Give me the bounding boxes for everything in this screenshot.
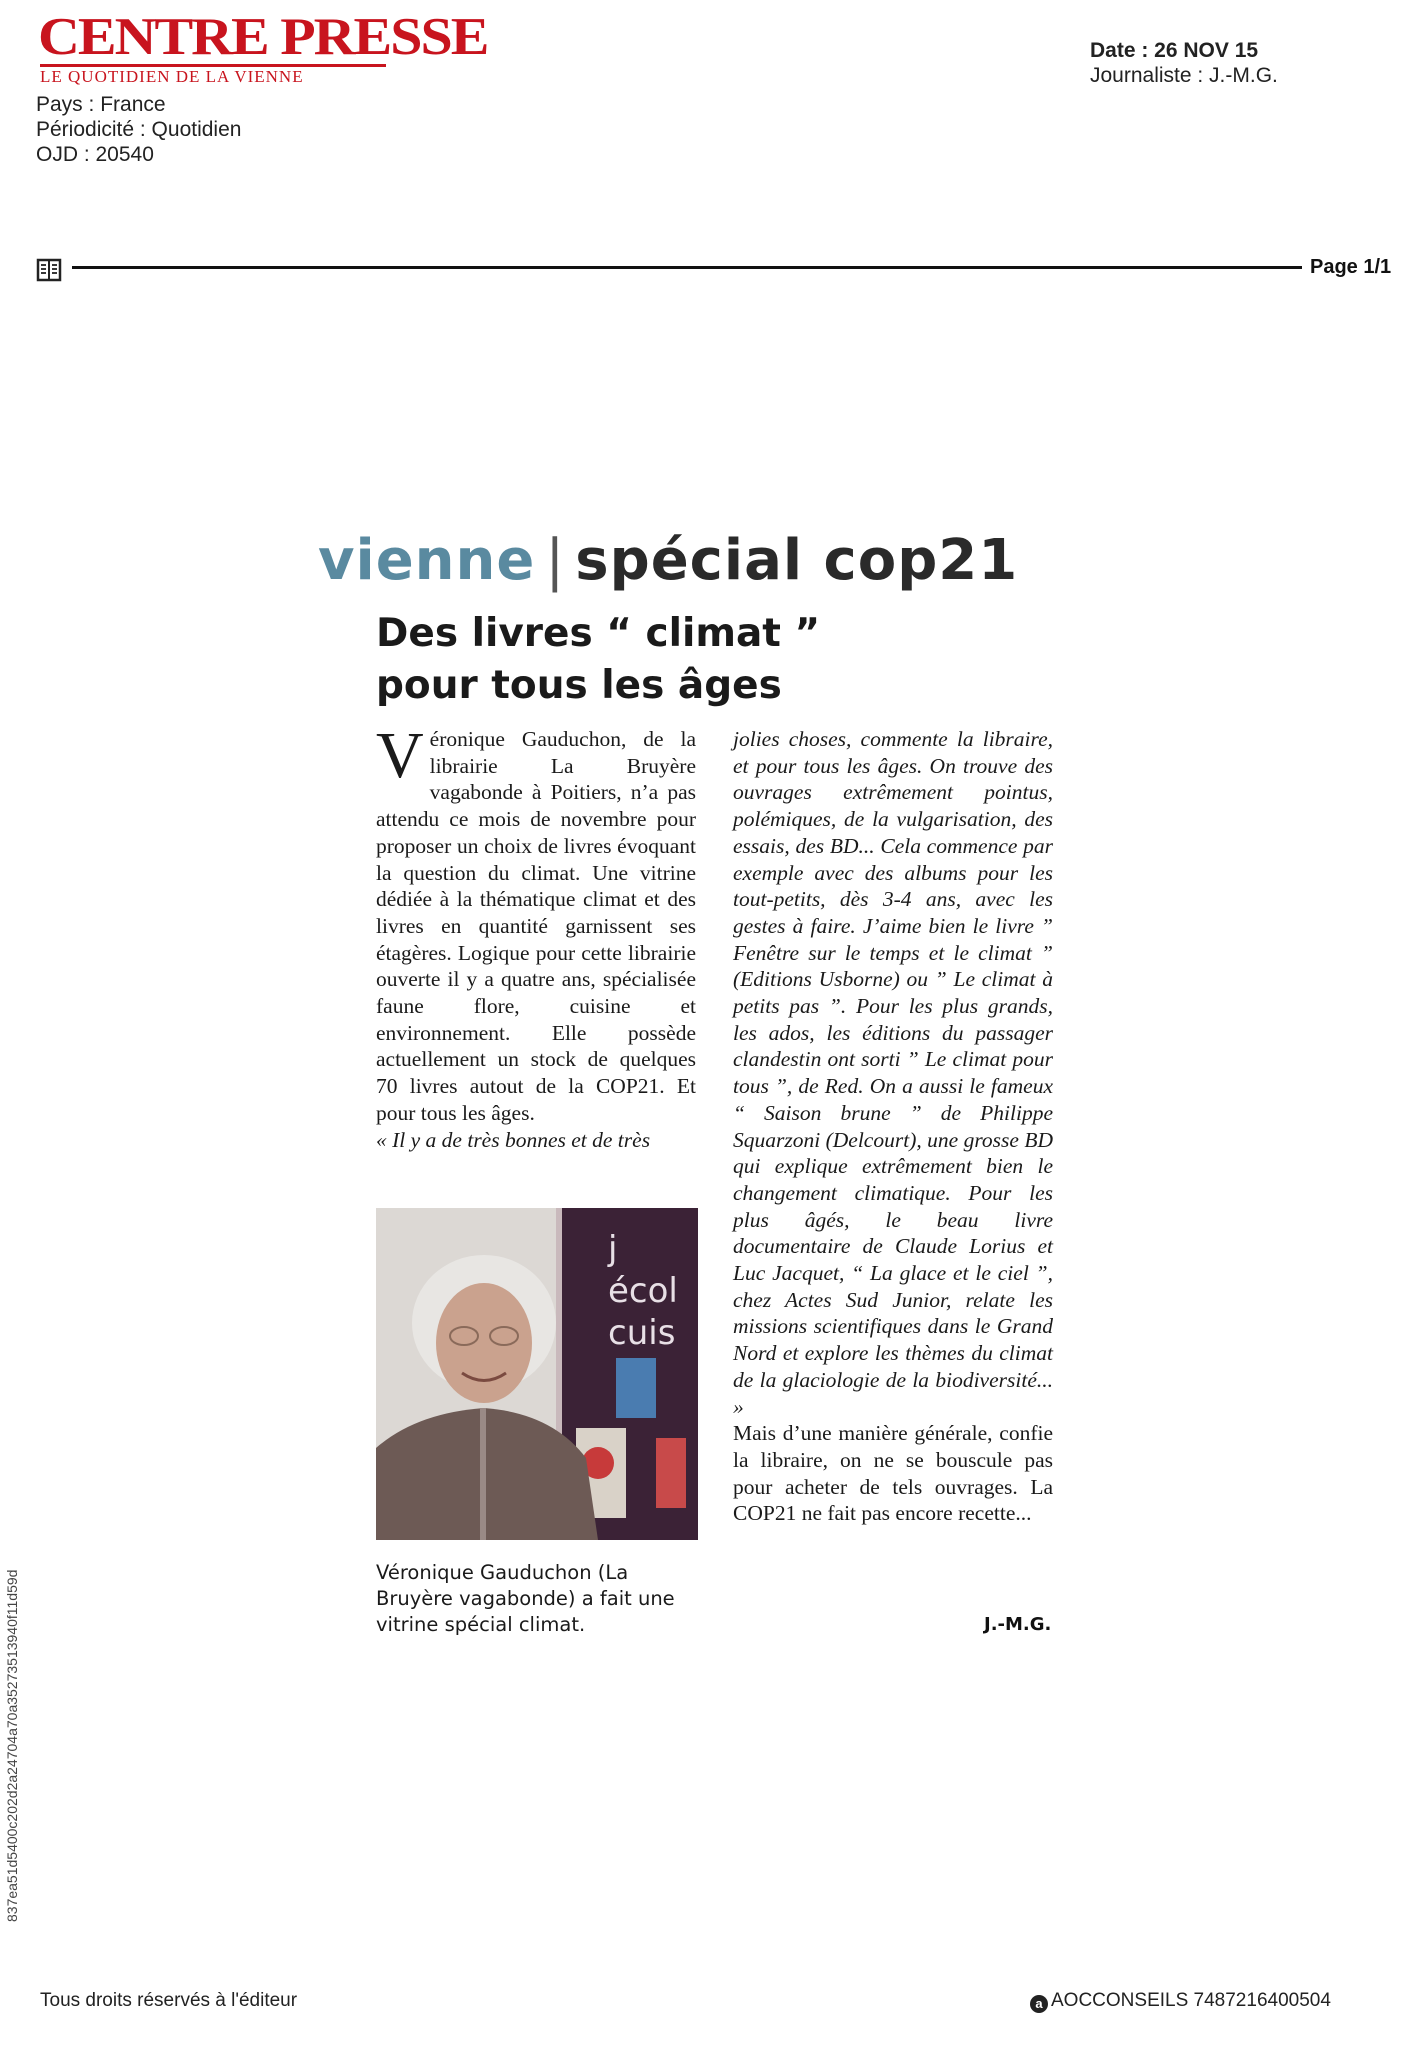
column-1-text: éronique Gauduchon, de la librairie La Bruyère vagabonde à Poitiers, n’a pas attendu ce mois de novembre pour proposer un choix de livres évoquant la question du climat. Une vitrine dédiée à la thématique climat et des livres en quantité garnissent ses étagères. Logique pour cette librairie ouverte il y a quatre ans, spécialisée faune flore, cuisine et environnement. Elle possède actuellement un stock de quelques 70 livres autout de la COP21. Et pour tous les âges. xyxy=(376,727,696,1125)
column-2-quote: jolies choses, commente la libraire, et pour tous les âges. On trouve des ouvrages extrêmement pointus, polémiques, de la vulgarisation, des essais, des BD... Cela commence par exemple avec des albums pour les tout-petits, dès 3-4 ans, avec les gestes à faire. J’aime bien le livre ” Fenêtre sur le temps et le climat ” (Editions Usborne) ou ” Le climat à petits pas ”. Pour les plus grands, les ados, les éditions du passager clandestin ont sorti ” Le climat pour tous ”, de Red. On a aussi le fameux “ Saison brune ” de Philippe Squarzoni (Delcourt), une grosse BD qui explique extrêmement bien le changement climatique. Pour les plus âgés, le beau livre documentaire de Claude Lorius et Luc Jacquet, “ La glace et le ciel ”, chez Actes Sud Junior, relate les missions scientifiques dans le Grand Nord et explore les thèmes du climat de la glaciologie de la biodiversité... » xyxy=(733,727,1053,1419)
article-headline: Des livres “ climat ” pour tous les âges xyxy=(376,611,821,708)
column-2-text: Mais d’une manière générale, confie la libraire, on ne se bouscule pas pour acheter de tels ouvrages. La COP21 ne fait pas encore recette... xyxy=(733,1421,1053,1526)
date-line: Date : 26 NOV 15 xyxy=(1090,39,1259,62)
footer-rights: Tous droits réservés à l'éditeur xyxy=(40,1990,298,2011)
drop-cap: V xyxy=(376,719,424,792)
column-1-quote: « Il y a de très bonnes et de très xyxy=(376,1127,651,1152)
librarian-photo xyxy=(376,1208,698,1540)
newspaper-icon xyxy=(36,256,62,284)
article-byline: J.-M.G. xyxy=(984,1614,1052,1635)
article-rubric xyxy=(318,528,1018,594)
article-column-2 xyxy=(733,726,1053,1527)
document-id-code: 837ea51d5400c202d2a24704a70a35273513940f11d59d xyxy=(4,1569,20,1922)
footer-provider xyxy=(1030,1990,1331,2013)
publication-meta xyxy=(36,92,241,167)
svg-text:écol: écol xyxy=(608,1271,678,1311)
journalist-line: Journaliste : J.-M.G. xyxy=(1090,64,1278,87)
aoc-logo-icon: a xyxy=(1030,1995,1048,2013)
ojd-line: OJD : 20540 xyxy=(36,143,154,166)
newspaper-logo-title: CENTRE PRESSE xyxy=(38,6,488,67)
svg-text:cuis: cuis xyxy=(608,1313,676,1353)
country-line: Pays : France xyxy=(36,93,166,116)
rubric-separator: | xyxy=(545,528,566,593)
rubric-topic: spécial cop21 xyxy=(575,528,1019,593)
page-number: Page 1/1 xyxy=(1310,256,1392,278)
photo-caption: Véronique Gauduchon (La Bruyère vagabonde) a fait une vitrine spécial climat. xyxy=(376,1561,675,1636)
article-column-1 xyxy=(376,719,696,1153)
footer-provider-text: AOCCONSEILS 7487216400504 xyxy=(1051,1990,1331,2011)
svg-text:j: j xyxy=(608,1229,618,1269)
header-rule xyxy=(72,266,1302,269)
rubric-section: vienne xyxy=(318,528,536,593)
newspaper-logo-subtitle: LE QUOTIDIEN DE LA VIENNE xyxy=(40,64,386,85)
periodicity-line: Périodicité : Quotidien xyxy=(36,118,242,141)
article-meta xyxy=(1090,38,1278,88)
